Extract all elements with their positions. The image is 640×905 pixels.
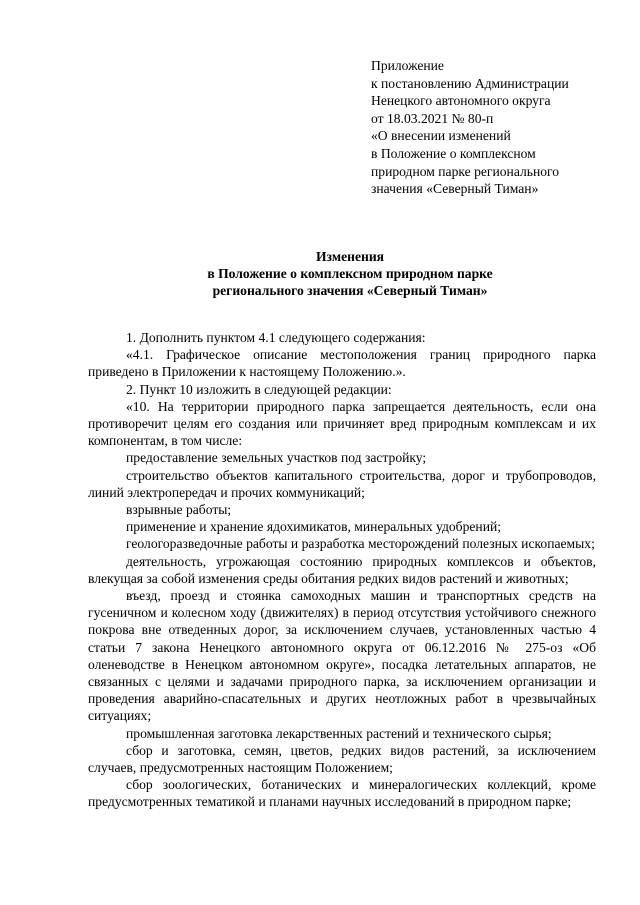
list-item: сбор зоологических, ботанических и минералогических коллекций, кроме предусмотренных тематикой и планами научных исследований в природном парке; bbox=[88, 777, 596, 810]
title-line: регионального значения «Северный Тиман» bbox=[212, 283, 488, 298]
appendix-line: в Положение о комплексном bbox=[371, 145, 536, 161]
list-item: строительство объектов капитального строительства, дорог и трубопроводов, линий электропередач и прочих коммуникаций; bbox=[88, 467, 596, 500]
title-line: Изменения bbox=[315, 249, 385, 264]
paragraph: 2. Пункт 10 изложить в следующей редакции: bbox=[126, 381, 392, 397]
appendix-line: от 18.03.2021 № 80-п bbox=[371, 110, 494, 126]
list-item: сбор и заготовка, семян, цветов, редких видов растений, за исключением случаев, предусмотренных настоящим Положением; bbox=[88, 742, 596, 776]
list-item: предоставление земельных участков под застройку; bbox=[126, 450, 427, 466]
document-body bbox=[88, 329, 596, 811]
list-item: геологоразведочные работы и разработка месторождений полезных ископаемых; bbox=[126, 536, 595, 552]
appendix-line: Ненецкого автономного округа bbox=[371, 93, 551, 109]
appendix-line: к постановлению Администрации bbox=[371, 75, 569, 91]
paragraph: «10. На территории природного парка запрещается деятельность, если она противоречит целям его создания или причиняет вред природным комплексам и их компонентам, в том числе: bbox=[88, 398, 596, 449]
list-item: взрывные работы; bbox=[126, 502, 232, 518]
list-item: применение и хранение ядохимикатов, минеральных удобрений; bbox=[126, 519, 502, 535]
list-item: промышленная заготовка лекарственных растений и технического сырья; bbox=[126, 725, 552, 741]
title-line: в Положение о комплексном природном парке bbox=[207, 266, 493, 281]
paragraph: «4.1. Графическое описание местоположения границ природного парка приведено в Приложении к настоящему Положению.». bbox=[88, 347, 596, 380]
document-title bbox=[60, 248, 640, 299]
list-item: въезд, проезд и стоянка самоходных машин и транспортных средств на гусеничном и колесном ходу (движителях) в период отсутствия устойчивого снежного покрова вне отведенных дорог, за исключением случаев, установленных частью 4 статьи 7 закона Ненецкого автономного округа от 06.12.2016 № 275-оз «Об оленеводстве в Ненецком автономном округе», посадка летательных аппаратов, не связанных с целями и задачами природного парка, за исключением организации и проведения аварийно-спасательных и других неотложных работ в чрезвычайных ситуациях; bbox=[88, 588, 596, 724]
appendix-line: природном парке регионального bbox=[371, 163, 560, 179]
appendix-line: «О внесении изменений bbox=[371, 128, 511, 144]
appendix-line: Приложение bbox=[371, 58, 444, 73]
paragraph: 1. Дополнить пунктом 4.1 следующего содержания: bbox=[126, 330, 426, 345]
appendix-header bbox=[371, 57, 626, 198]
list-item: деятельность, угрожающая состоянию природных комплексов и объектов, влекущая за собой изменения среды обитания редких видов растений и животных; bbox=[88, 553, 596, 586]
appendix-line: значения «Северный Тиман» bbox=[371, 181, 539, 197]
